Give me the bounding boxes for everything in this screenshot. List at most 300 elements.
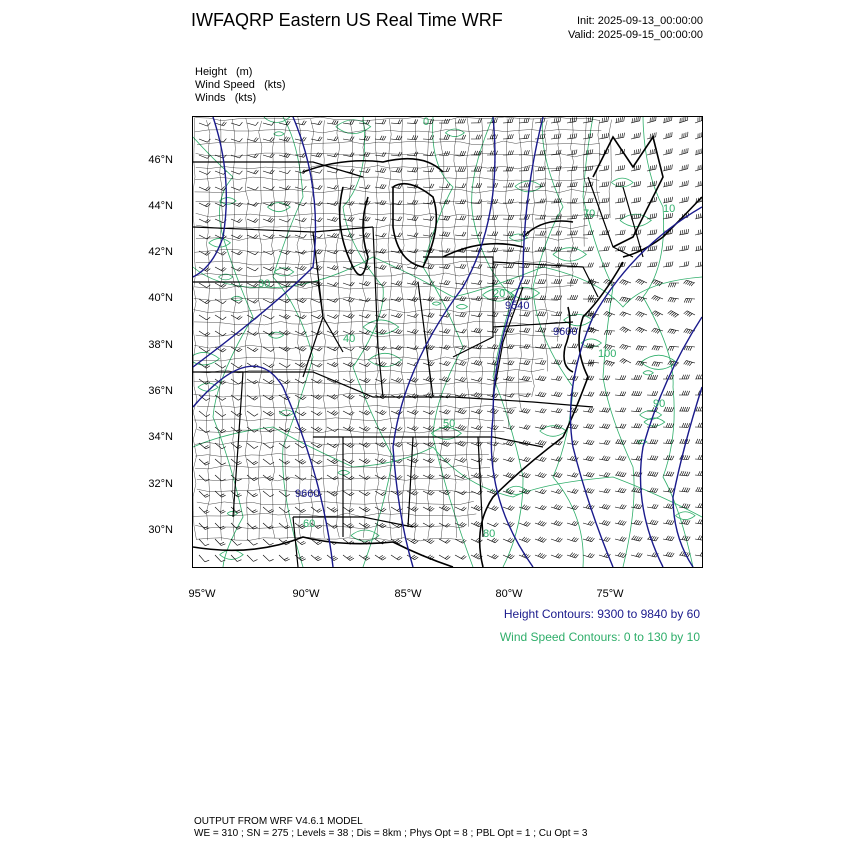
wind-barb (455, 151, 466, 155)
variable-wind-speed: Wind Speed (kts) (195, 79, 286, 91)
wind-barb (231, 138, 242, 142)
wind-barb (663, 262, 673, 268)
wind-barb (455, 216, 466, 221)
wind-speed-contour-loop (227, 511, 237, 515)
wind-barb (231, 443, 242, 449)
wind-barb (199, 459, 210, 465)
wind-barb (551, 134, 561, 139)
wind-barb (311, 555, 322, 561)
wind-barb (199, 539, 209, 546)
wind-barb (311, 443, 322, 448)
variable-height: Height (m) (195, 66, 253, 78)
wind-barb (631, 407, 642, 411)
wind-barb (519, 522, 530, 527)
wind-barb (647, 229, 657, 235)
wind-barb (327, 120, 338, 125)
wind-barb (604, 331, 615, 336)
wind-barb (279, 523, 290, 529)
wind-barb (599, 456, 610, 461)
wind-barb (327, 507, 338, 512)
county-line-col (518, 118, 522, 412)
wind-barb (391, 475, 402, 479)
wind-barb (455, 409, 466, 414)
wind-barb (695, 245, 702, 251)
wind-speed-contour-loop (553, 248, 586, 261)
wind-barb (551, 117, 561, 123)
wind-barb (423, 458, 434, 463)
wind-barb (343, 555, 354, 561)
wind-barb (620, 359, 631, 364)
wind-barb (684, 361, 695, 366)
wind-barb (599, 182, 609, 188)
wind-barb (487, 231, 498, 235)
wind-barb (215, 427, 226, 433)
wind-barb (263, 507, 274, 513)
wind-barb (535, 150, 545, 155)
lat-label-30: 30°N (148, 524, 173, 536)
county-line-col (349, 120, 353, 537)
wind-barb (215, 555, 225, 562)
wind-contour-label: 60 (303, 518, 316, 530)
wind-contour-label: 80 (483, 528, 496, 540)
wind-barb (551, 537, 562, 542)
wind-barb (471, 425, 482, 430)
wind-barb (471, 458, 482, 462)
lat-label-44: 44°N (148, 200, 173, 212)
wind-barb (503, 151, 514, 156)
variable-legend (195, 66, 286, 105)
wind-barb (663, 391, 674, 395)
wind-barb (695, 487, 702, 492)
wind-barb (343, 507, 354, 512)
wind-barb (423, 506, 434, 511)
wind-barb (247, 523, 258, 529)
wind-barb (535, 553, 546, 559)
wind-barb (215, 523, 225, 529)
wind-barb (199, 507, 209, 513)
lon-label-80: 80°W (495, 588, 523, 600)
valid-time: Valid: 2025-09-15_00:00:00 (568, 29, 703, 41)
county-line-row (195, 453, 489, 456)
wind-barb (567, 344, 578, 348)
wind-barb (551, 279, 562, 284)
wind-barb (615, 375, 626, 379)
wind-contour-label: 50 (443, 418, 456, 430)
wind-barb (620, 297, 631, 303)
plot-title: IWFAQRP Eastern US Real Time WRF (191, 10, 503, 30)
wind-barb (599, 440, 610, 445)
wind-barb (679, 229, 689, 235)
wind-barb (583, 424, 594, 429)
county-line-row (195, 117, 600, 121)
wind-barb (567, 198, 577, 203)
wind-barb (327, 233, 338, 238)
wind-barb (535, 166, 545, 171)
wind-barb (599, 488, 610, 493)
wind-barb (695, 132, 702, 139)
wind-barb (599, 198, 609, 203)
wind-barb (199, 491, 210, 497)
wind-barb (535, 521, 546, 526)
wind-barb (375, 233, 386, 237)
lat-label-46: 46°N (148, 154, 173, 166)
wind-barb (519, 457, 530, 462)
wind-barb (583, 440, 594, 445)
wind-barb (231, 379, 242, 384)
county-line-col (271, 118, 275, 539)
wind-barb (583, 408, 594, 413)
wind-barb (247, 555, 258, 561)
wind-barb (455, 312, 466, 317)
wind-barb (551, 344, 562, 348)
wind-barb (295, 363, 306, 368)
wind-barb (375, 475, 386, 479)
wind-barb (551, 424, 562, 429)
wind-barb (311, 170, 322, 174)
height-contour-label: 9600 (553, 326, 578, 338)
wind-barb (295, 218, 306, 222)
wind-barb (295, 459, 306, 464)
wind-barb (359, 426, 370, 431)
wind-barb (279, 347, 290, 352)
wind-speed-contour-loop (445, 129, 464, 137)
wind-barb (327, 394, 338, 399)
variable-winds: Winds (kts) (195, 92, 257, 104)
wind-barb (423, 377, 434, 382)
wind-barb (375, 410, 386, 415)
wind-barb (407, 249, 418, 253)
wind-barb (407, 200, 418, 205)
wind-barb (327, 443, 338, 448)
wind-barb (199, 411, 210, 417)
state-boundary (408, 437, 413, 527)
wind-barb (668, 311, 679, 318)
wind-barb (583, 247, 594, 252)
wind-barb (407, 410, 418, 415)
wind-barb (199, 155, 210, 158)
wind-barb (503, 183, 514, 187)
wind-barb (215, 139, 226, 142)
wind-barb (407, 281, 418, 286)
wind-barb (567, 279, 578, 283)
wind-barb (615, 456, 626, 461)
wind-barb (551, 408, 562, 413)
wind-barb (668, 361, 679, 367)
county-line-row (197, 489, 476, 492)
wind-barb (647, 471, 658, 476)
wind-barb (679, 375, 690, 379)
wind-barb (455, 167, 466, 172)
wind-barb (247, 459, 258, 465)
wind-barb (359, 410, 370, 415)
wind-barb (343, 249, 354, 254)
wind-barb (279, 555, 290, 561)
wind-barb (519, 393, 530, 397)
wind-speed-contour-line (193, 427, 702, 517)
wind-barb (679, 164, 688, 171)
wind-barb (503, 457, 514, 462)
wind-barb (343, 297, 354, 302)
wind-barb (503, 376, 514, 381)
wind-barb (471, 119, 482, 124)
wind-barb (375, 120, 386, 124)
wind-barb (519, 425, 530, 430)
wind-barb (231, 363, 242, 368)
wind-barb (535, 327, 546, 332)
wind-barb (407, 555, 418, 560)
wind-barb (668, 298, 679, 303)
wind-barb (551, 457, 562, 462)
lat-label-38: 38°N (148, 339, 173, 351)
wind-barb (604, 312, 615, 318)
wind-barb (647, 455, 658, 460)
wind-barb (663, 552, 674, 557)
wind-barb (247, 395, 258, 400)
wind-barb (695, 180, 702, 187)
wind-barb (231, 251, 242, 255)
wind-barb (567, 376, 578, 381)
state-boundary (423, 257, 493, 357)
wind-barb (567, 182, 577, 187)
wind-barb (423, 410, 434, 414)
county-line-col (258, 121, 262, 540)
wind-contour-label: 70 (583, 208, 596, 220)
wind-barb (423, 297, 434, 302)
wind-barb (663, 117, 672, 123)
wind-barb (471, 409, 482, 414)
wind-barb (359, 185, 370, 189)
wind-barb (535, 489, 546, 494)
wind-barb (279, 235, 290, 238)
wind-barb (407, 313, 418, 317)
wind-barb (455, 458, 466, 463)
lon-label-75: 75°W (596, 588, 624, 600)
wind-barb (199, 475, 210, 481)
wind-barb (423, 539, 434, 544)
wind-barb (519, 537, 530, 543)
wind-barb (359, 507, 370, 512)
wind-barb (471, 377, 482, 381)
wind-barb (327, 185, 338, 189)
wind-barb (375, 265, 386, 270)
county-line-col (245, 118, 249, 539)
wind-barb (519, 376, 530, 381)
wind-barb (503, 264, 514, 268)
wind-barb (343, 282, 354, 286)
wind-barb (439, 151, 450, 155)
wind-barb (615, 471, 626, 476)
wind-barb (439, 329, 450, 334)
wind-barb (407, 168, 418, 173)
wind-barb (215, 507, 226, 513)
wind-barb (407, 426, 418, 431)
county-line-col (388, 119, 392, 540)
height-contour-label: 9540 (505, 300, 530, 312)
wind-barb (567, 553, 578, 558)
wind-barb (695, 552, 702, 557)
wind-barb (407, 216, 418, 221)
county-line-col (479, 119, 483, 499)
wind-barb (343, 379, 354, 383)
wind-barb (471, 135, 482, 139)
wind-barb (679, 407, 690, 411)
wind-barb (263, 539, 274, 545)
wind-barb (604, 361, 615, 367)
wind-barb (455, 555, 466, 559)
wind-barb (455, 296, 466, 301)
wind-barb (375, 555, 386, 560)
wind-barb (615, 408, 626, 412)
county-line-col (336, 121, 340, 538)
wind-barb (279, 314, 290, 319)
wind-barb (567, 473, 578, 478)
wind-barb (663, 132, 672, 139)
wind-barb (375, 136, 386, 140)
weather-map (193, 117, 702, 567)
wind-barb (615, 520, 626, 525)
wind-barb (231, 347, 242, 352)
wind-barb (583, 553, 594, 558)
wind-barb (279, 363, 290, 368)
wind-barb (439, 345, 450, 350)
wind-barb (551, 231, 562, 235)
wind-barb (615, 391, 626, 395)
county-line-row (197, 405, 517, 408)
wind-barb (668, 346, 679, 350)
wind-barb (231, 315, 242, 320)
wind-barb (327, 298, 338, 302)
wind-barb (439, 232, 450, 237)
wind-barb (551, 295, 562, 300)
wind-contour-label: 40 (343, 333, 356, 345)
wind-barb (327, 250, 338, 254)
lat-label-36: 36°N (148, 385, 173, 397)
wind-barb (631, 375, 642, 380)
wind-barb (631, 391, 642, 396)
wind-barb (599, 408, 610, 413)
wind-barb (583, 521, 594, 526)
wind-barb (423, 474, 434, 479)
wind-barb (663, 165, 672, 172)
wind-barb (620, 345, 631, 350)
wind-barb (215, 331, 226, 336)
wind-barb (359, 281, 370, 286)
county-line-col (284, 120, 288, 539)
wind-barb (375, 168, 386, 173)
wind-barb (263, 411, 274, 416)
wind-barb (263, 315, 274, 319)
wind-barb (631, 197, 641, 203)
county-line-col (297, 117, 301, 538)
wind-barb (455, 264, 466, 269)
wind-barb (327, 153, 338, 157)
wind-barb (215, 491, 226, 497)
wind-barb (679, 148, 688, 155)
wind-barb (551, 554, 562, 559)
wind-barb (279, 186, 290, 190)
wind-contour-info: Wind Speed Contours: 0 to 130 by 10 (499, 630, 700, 644)
wind-barb (215, 363, 226, 368)
height-contour-line (673, 387, 702, 567)
county-line-col (401, 119, 405, 539)
wind-barb (551, 376, 562, 381)
wind-barb (695, 423, 702, 427)
wind-barb (695, 261, 702, 267)
wind-barb (279, 475, 290, 480)
wind-barb (695, 117, 702, 123)
wind-speed-contour-loop (220, 550, 244, 559)
wind-barb (663, 520, 674, 525)
wind-barb (231, 171, 242, 174)
wind-barb (455, 507, 466, 511)
wind-contour-label: 20 (493, 288, 506, 300)
wind-barb (519, 408, 530, 413)
wind-barb (247, 347, 258, 352)
wind-barb (695, 229, 702, 235)
wind-barb (407, 539, 418, 544)
lat-label-34: 34°N (148, 431, 173, 443)
wind-barb (636, 279, 647, 285)
wind-barb (407, 377, 418, 382)
wind-barb (615, 439, 626, 444)
wind-barb (327, 265, 338, 270)
wind-barb (247, 138, 258, 142)
wind-barb (567, 117, 577, 123)
wind-barb (247, 154, 258, 158)
wind-barb (311, 234, 322, 238)
wind-barb (679, 132, 688, 139)
wind-barb (551, 472, 562, 477)
county-line-row (195, 189, 600, 193)
wind-barb (631, 423, 642, 428)
wind-contour-label: 100 (598, 348, 617, 360)
wind-barb (359, 443, 370, 448)
wind-barb (455, 491, 466, 495)
lon-label-95: 95°W (188, 588, 216, 600)
wind-barb (439, 377, 450, 382)
wind-barb (199, 171, 210, 175)
wind-barb (695, 439, 702, 444)
wind-barb (636, 346, 647, 351)
wind-barb (455, 522, 466, 527)
wind-barb (391, 313, 402, 318)
wind-barb (439, 184, 450, 188)
county-line-row (193, 273, 572, 277)
wind-barb (471, 538, 482, 543)
wind-barb (439, 280, 450, 285)
wind-barb (455, 183, 466, 187)
wind-barb (599, 214, 609, 219)
wind-barb (647, 504, 658, 509)
wind-barb (471, 392, 482, 397)
wind-barb (199, 331, 210, 336)
wind-barb (295, 186, 306, 190)
wind-barb (247, 507, 258, 513)
county-line-row (197, 501, 474, 505)
county-line-row (196, 237, 588, 241)
wind-barb (263, 218, 274, 223)
wind-barb (663, 148, 672, 155)
wind-barb (279, 491, 290, 497)
wind-barb (631, 504, 642, 509)
wind-barb (567, 489, 578, 494)
wind-barb (295, 475, 306, 480)
wind-barb (615, 165, 625, 171)
wind-barb (247, 331, 258, 336)
wind-barb (599, 117, 609, 123)
wind-barb (551, 489, 562, 494)
model-footer (194, 816, 587, 840)
